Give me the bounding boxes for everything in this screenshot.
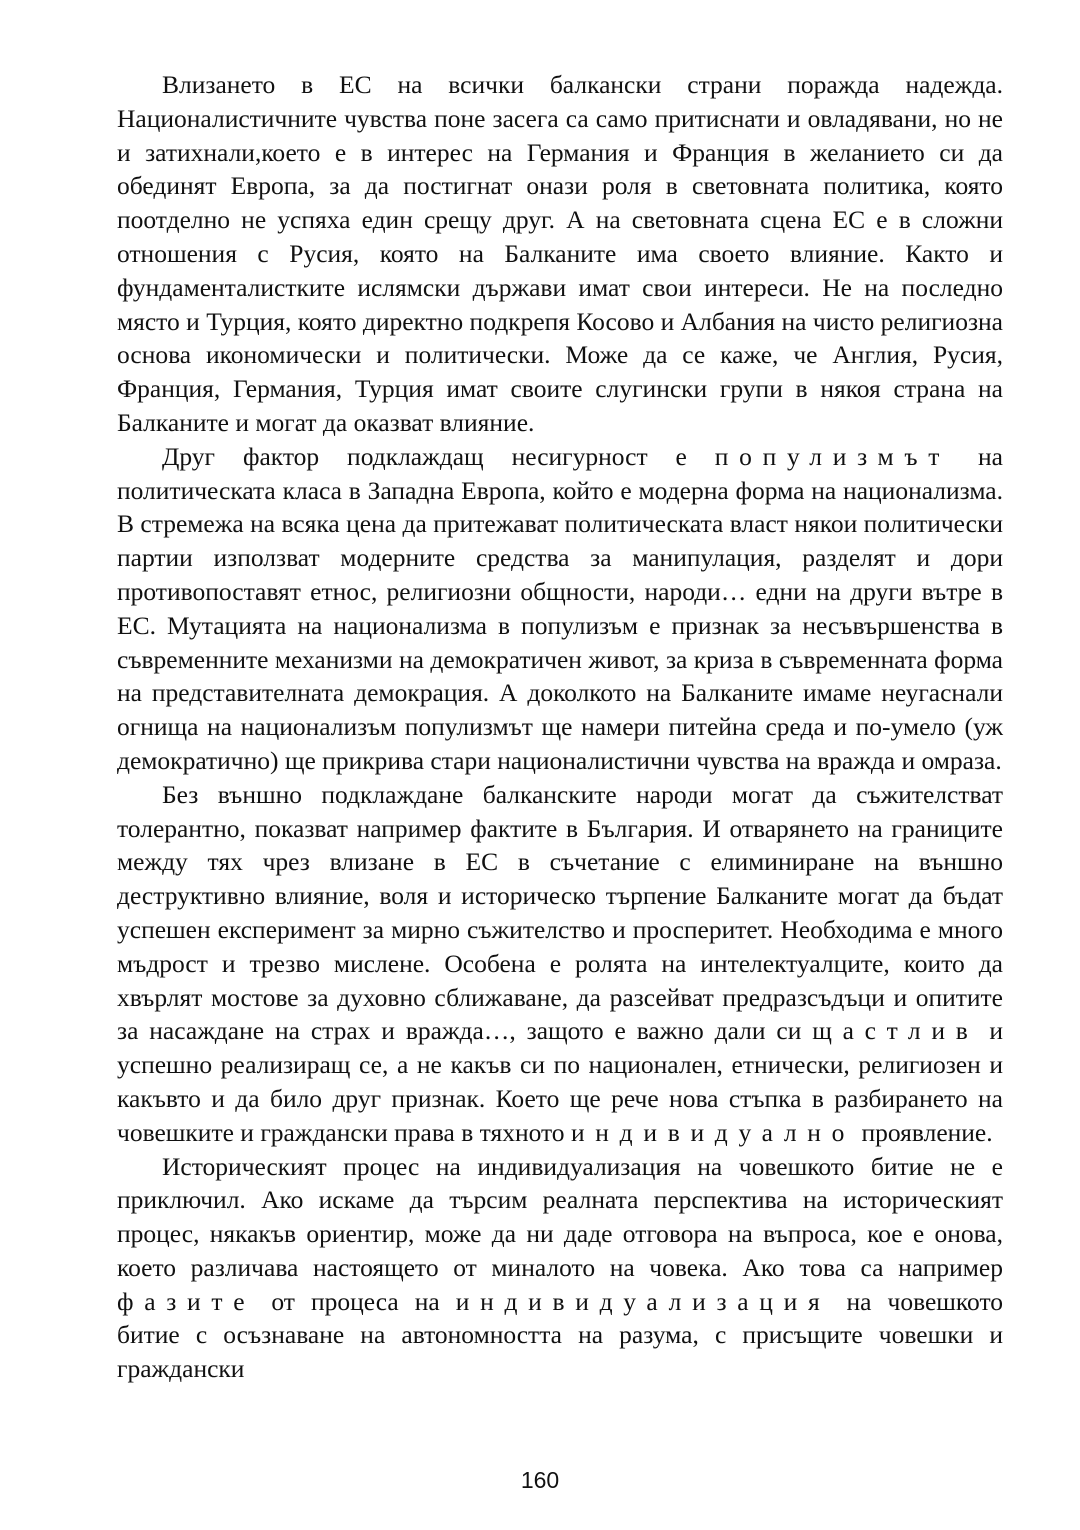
paragraph-text: проявление. — [855, 1117, 993, 1147]
paragraph-4 — [117, 1150, 1003, 1387]
body-text — [117, 68, 1003, 1386]
page-number: 160 — [520, 1467, 560, 1493]
paragraph-text: Историческият процес на индивидуализация на човешкото битие не е приключил. Ако искаме да търсим реалната перспектива на историческият процес, някакъв ориентир, може да ни даде отговора на въпроса, кое е онова, което различава настоящето от миналото на човека. Ако това са например — [117, 1151, 1003, 1282]
emphasized-word: фазите — [117, 1286, 256, 1316]
paragraph-text: от процеса на — [255, 1286, 456, 1316]
emphasized-word: индивидуализация — [455, 1286, 831, 1316]
paragraph-3 — [117, 778, 1003, 1150]
paragraph-text: на човешкото битие с осъзнаване на автономността на разума, с присъщите човешки и граждански — [117, 1286, 1004, 1384]
paragraph-2 — [117, 440, 1003, 778]
paragraph-text: Друг фактор подклаждащ несигурност е — [162, 441, 715, 471]
emphasized-word: индивидуално — [570, 1117, 856, 1147]
paragraph-text: Без външно подклаждане балканските народи могат да съжителстват толерантно, показват например фактите в България. И отварянето на границите между тях чрез влизане в ЕС в съчетание с елиминиране на външно деструктивно влияние, воля и историческо търпение Балканите могат да бъдат успешен експеримент за мирно съжителство и просперитет. Необходима е много мъдрост и трезво мислене. Особена е ролята на интелектуалците, които да хвърлят мостове за духовно сближаване, да разсейват предразсъдъци и опитите за насаждане на страх и вражда…, защото е важно дали си — [117, 779, 1003, 1046]
paragraph-1 — [117, 68, 1003, 440]
paragraph-text: на политическата класа в Западна Европа, който е модерна форма на национализма. В стремежа на всяка цена да притежават политическата власт някои политически партии използват модерните средства за манипулация, разделят и дори противопоставят етнос, религиозни общности, народи… едни на други вътре в ЕС. Мутацията на национализма в популизъм е признак за несъвършенства в съвременните механизми на демократичен живот, за криза в съвременната форма на представителната демокрация. А доколкото на Балканите имаме неугаснали огнища на национализъм популизмът ще намери питейна среда и по-умело (уж демократично) ще прикрива стари националистични чувства на вражда и омраза. — [117, 441, 1003, 775]
emphasized-word: популизмът — [714, 441, 951, 471]
emphasized-word: щастлив — [812, 1016, 979, 1046]
paragraph-text: Влизането в ЕС на всички балкански страни поражда надежда. Националистичните чувства поне засега са само притиснати и овладявани, но не и затихнали,което е в интерес на Германия и Франция в желанието си да обединят Европа, за да постигнат онази роля в световната политика, която поотделно не успяха един срещу друг. А на световната сцена ЕС е в сложни отношения с Русия, която на Балканите има своето влияние. Както и фундаменталистките ислямски държави имат свои интереси. Не на последно място и Турция, която директно подкрепя Косово и Албания на чисто религиозна основа икономически и политически. Може да се каже, че Англия, Русия, Франция, Германия, Турция имат своите слугински групи в някоя страна на Балканите и могат да оказват влияние. — [117, 70, 1003, 437]
paragraph-text: и успешно реализиращ се, а не какъв си по национален, етнически, религиозен и какъвто и да било друг признак. Което ще рече нова стъпка в разбирането на човешките и граждански права в тяхното — [117, 1016, 1003, 1147]
